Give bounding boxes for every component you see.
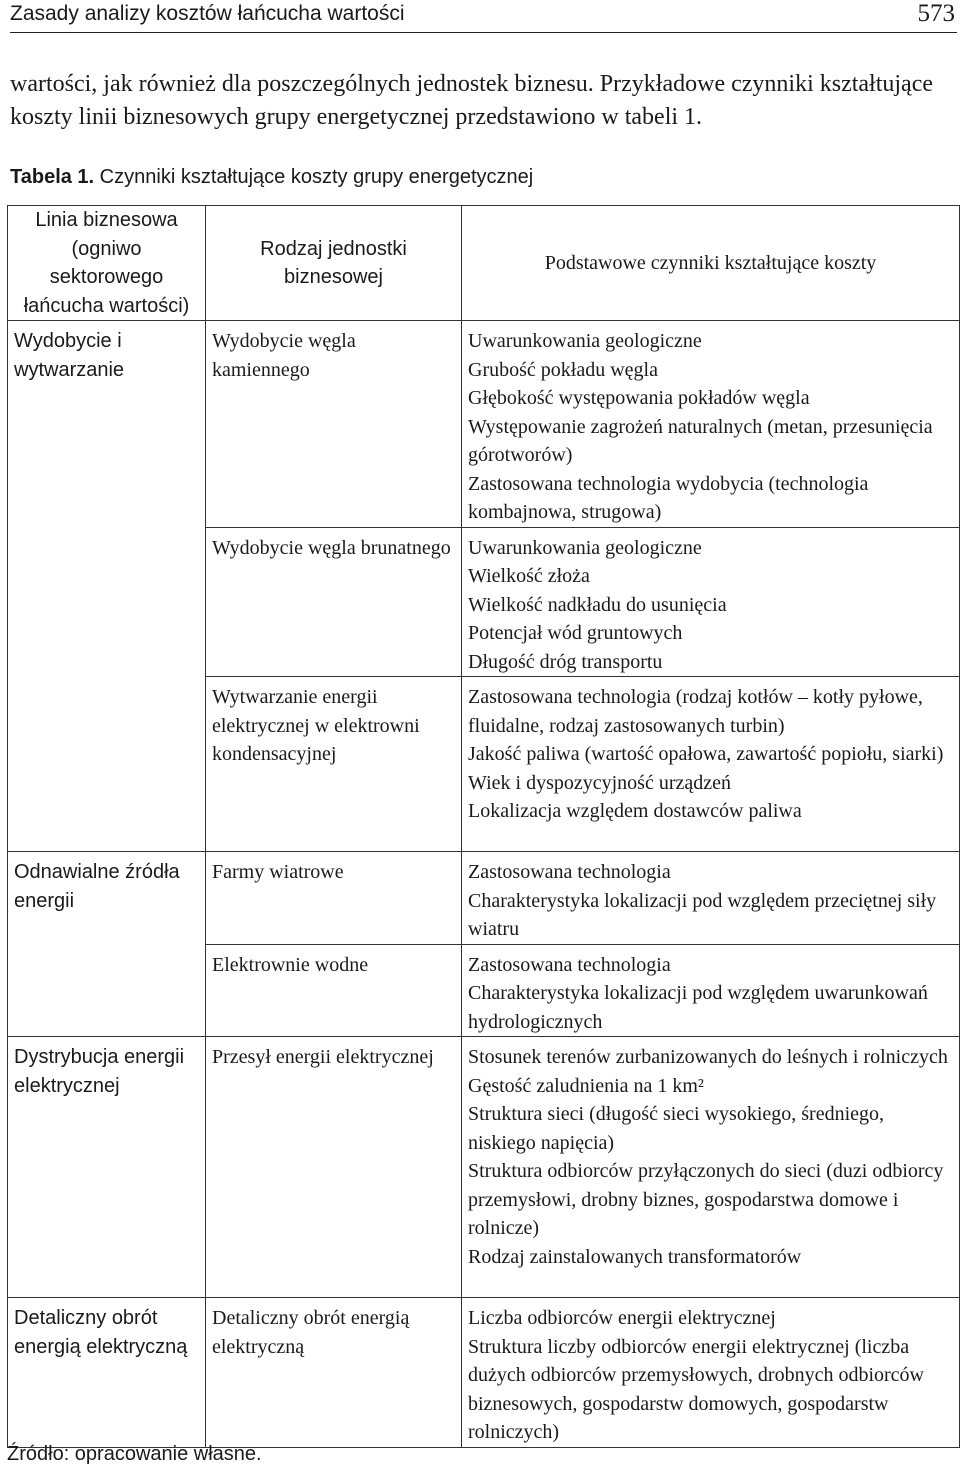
running-header <box>10 0 957 33</box>
table-row <box>8 1298 960 1448</box>
cost-factor: Wiek i dyspozycyjność urządzeń <box>468 771 731 794</box>
business-unit-cell: Wydobycie węgla brunatnego <box>206 527 462 677</box>
cost-factor: Grubość pokładu węgla <box>468 358 658 381</box>
business-unit-cell: Przesył energii elektrycznej <box>206 1037 462 1298</box>
page-number: 573 <box>917 0 955 27</box>
intro-paragraph: wartości, jak również dla poszczególnych jednostek biznesu. Przykładowe czynniki kształtujące koszty linii biznesowych grupy energetycznej przedstawiono w tabeli 1. <box>10 71 934 130</box>
cost-factor: Zastosowana technologia <box>468 861 671 883</box>
cost-factor: Jakość paliwa (wartość opałowa, zawartość popiołu, siarki) <box>468 743 944 765</box>
cost-factors-table <box>7 205 960 1448</box>
table-row <box>8 321 960 528</box>
business-line-cell: Odnawialne źródła energii <box>8 852 206 1037</box>
cost-factors-cell <box>462 852 960 945</box>
cost-factor: Stosunek terenów zurbanizowanych do leśnych i rolniczych <box>468 1046 948 1068</box>
cost-factor: Potencjał wód gruntowych <box>468 622 683 644</box>
cost-factor: Wielkość złoża <box>468 565 590 587</box>
header-business-unit: Rodzaj jednostki biznesowej <box>206 206 462 321</box>
table-header-row <box>8 206 960 321</box>
cost-factors-cell <box>462 677 960 852</box>
table-caption-label: Tabela 1. <box>10 166 95 188</box>
cost-factor: Głębokość występowania pokładów węgla <box>468 387 810 409</box>
cost-factor: Występowanie zagrożeń naturalnych (metan, przesunięcia górotworów) <box>468 415 933 466</box>
table-caption-text: Czynniki kształtujące koszty grupy energetycznej <box>94 166 534 188</box>
business-line-cell: Dystrybucja energii elektrycznej <box>8 1037 206 1298</box>
cost-factor: Wielkość nadkładu do usunięcia <box>468 593 727 616</box>
cost-factor: Gęstość zaludnienia na 1 km² <box>468 1074 704 1097</box>
cost-factors-cell <box>462 1037 960 1298</box>
cost-factor: Długość dróg transportu <box>468 650 663 673</box>
business-unit-cell: Farmy wiatrowe <box>206 852 462 945</box>
cost-factor: Struktura liczby odbiorców energii elektrycznej (liczba dużych odbiorców przemysłowych, drobnych odbiorców biznesowych, gospodarstw domowych, gospodarstw rolniczych) <box>468 1335 924 1443</box>
cost-factor: Rodzaj zainstalowanych transformatorów <box>468 1245 802 1268</box>
business-unit-cell: Wydobycie węgla kamiennego <box>206 321 462 528</box>
business-unit-cell: Detaliczny obrót energią elektryczną <box>206 1298 462 1448</box>
cost-factor: Zastosowana technologia (rodzaj kotłów – kotły pyłowe, fluidalne, rodzaj zastosowanych turbin) <box>468 686 923 737</box>
header-business-line: Linia biznesowa (ogniwo sektorowego łańcucha wartości) <box>8 206 206 321</box>
cost-factor: Uwarunkowania geologiczne <box>468 536 702 559</box>
cost-factor: Liczba odbiorców energii elektrycznej <box>468 1307 776 1329</box>
running-title: Zasady analizy kosztów łańcucha wartości <box>10 2 405 25</box>
cost-factor: Struktura odbiorców przyłączonych do sieci (duzi odbiorcy przemysłowi, drobny biznes, gospodarstwa domowe i rolnicze) <box>468 1160 944 1239</box>
header-cost-factors: Podstawowe czynniki kształtujące koszty <box>462 206 960 321</box>
cost-factor: Charakterystyka lokalizacji pod względem przeciętnej siły wiatru <box>468 889 937 940</box>
table-caption <box>10 166 533 189</box>
cost-factor: Zastosowana technologia wydobycia (technologia kombajnowa, strugowa) <box>468 472 869 523</box>
cost-factors-cell <box>462 527 960 677</box>
business-unit-cell: Wytwarzanie energii elektrycznej w elektrowni kondensacyjnej <box>206 677 462 852</box>
business-line-cell: Wydobycie i wytwarzanie <box>8 321 206 852</box>
cost-factors-cell <box>462 944 960 1037</box>
cost-factors-cell <box>462 321 960 528</box>
cost-factor: Zastosowana technologia <box>468 953 671 976</box>
cost-factor: Lokalizacja względem dostawców paliwa <box>468 800 802 822</box>
business-line-cell: Detaliczny obrót energią elektryczną <box>8 1298 206 1448</box>
table-row <box>8 1037 960 1298</box>
source-note: Źródło: opracowanie własne. <box>7 1443 262 1465</box>
cost-factor: Charakterystyka lokalizacji pod względem uwarunkowań hydrologicznych <box>468 982 928 1033</box>
business-unit-cell: Elektrownie wodne <box>206 944 462 1037</box>
cost-factor: Uwarunkowania geologiczne <box>468 330 702 352</box>
table-row <box>8 852 960 945</box>
cost-factor: Struktura sieci (długość sieci wysokiego, średniego, niskiego napięcia) <box>468 1103 885 1154</box>
cost-factors-cell <box>462 1298 960 1448</box>
